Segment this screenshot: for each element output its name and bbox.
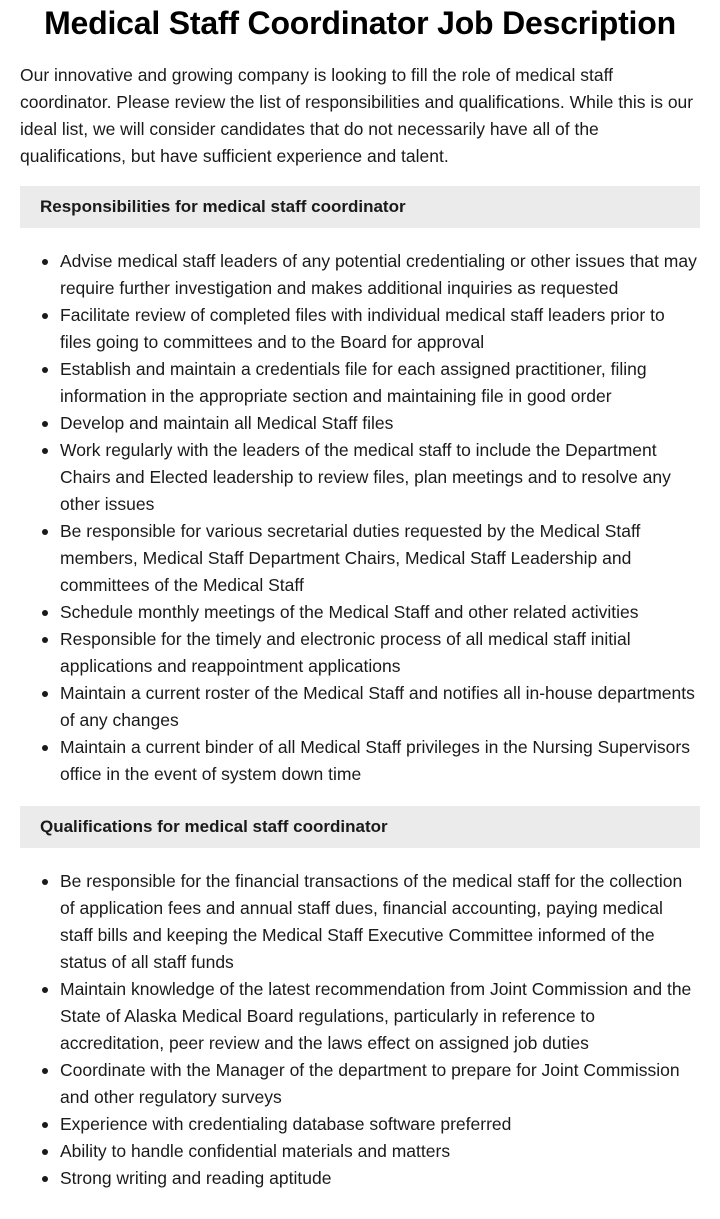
bullet-icon <box>42 987 48 993</box>
bullet-icon <box>42 879 48 885</box>
bullet-icon <box>42 1149 48 1155</box>
bullet-icon <box>42 259 48 265</box>
list-item <box>60 976 700 1057</box>
qualifications-header-text: Qualifications for medical staff coordinator <box>40 817 388 836</box>
list-item-text: Coordinate with the Manager of the department to prepare for Joint Commission and other regulatory surveys <box>60 1060 680 1107</box>
bullet-icon <box>42 610 48 616</box>
list-item <box>60 1138 700 1165</box>
list-item-text: Facilitate review of completed files with individual medical staff leaders prior to files going to committees and to the Board for approval <box>60 305 665 352</box>
intro-paragraph: Our innovative and growing company is looking to fill the role of medical staff coordinator. Please review the list of responsibilities and qualifications. While this is our ideal list, we will consider candidates that do not necessarily have all of the qualifications, but have sufficient experience and talent. <box>20 65 694 166</box>
list-item-text: Ability to handle confidential materials and matters <box>60 1141 451 1161</box>
list-item <box>60 410 700 437</box>
list-item <box>60 680 700 734</box>
list-item-text: Maintain knowledge of the latest recommendation from Joint Commission and the State of Alaska Medical Board regulations, particularly in reference to accreditation, peer review and the laws effect on assigned job duties <box>60 979 692 1053</box>
list-item <box>60 302 700 356</box>
bullet-icon <box>42 367 48 373</box>
list-item <box>60 1111 700 1138</box>
list-item <box>60 356 700 410</box>
list-item <box>60 437 700 518</box>
list-item-text: Develop and maintain all Medical Staff files <box>60 413 394 433</box>
list-item <box>60 518 700 599</box>
bullet-icon <box>42 745 48 751</box>
list-item-text: Maintain a current roster of the Medical Staff and notifies all in-house departments of any changes <box>60 683 695 730</box>
page-title: Medical Staff Coordinator Job Description <box>44 5 676 41</box>
responsibilities-header-text: Responsibilities for medical staff coordinator <box>40 197 406 216</box>
list-item-text: Experience with credentialing database software preferred <box>60 1114 512 1134</box>
list-item <box>60 1165 700 1192</box>
bullet-icon <box>42 1068 48 1074</box>
list-item-text: Strong writing and reading aptitude <box>60 1168 332 1188</box>
qualifications-list <box>20 868 700 1192</box>
bullet-icon <box>42 421 48 427</box>
list-item <box>60 868 700 976</box>
bullet-icon <box>42 448 48 454</box>
bullet-icon <box>42 1122 48 1128</box>
responsibilities-section-header <box>20 186 700 228</box>
responsibilities-list <box>20 248 700 788</box>
list-item-text: Advise medical staff leaders of any potential credentialing or other issues that may require further investigation and makes additional inquiries as requested <box>60 251 697 298</box>
list-item-text: Maintain a current binder of all Medical Staff privileges in the Nursing Supervisors office in the event of system down time <box>60 737 690 784</box>
list-item-text: Work regularly with the leaders of the medical staff to include the Department Chairs and Elected leadership to review files, plan meetings and to resolve any other issues <box>60 440 671 514</box>
list-item <box>60 599 700 626</box>
list-item-text: Be responsible for the financial transactions of the medical staff for the collection of application fees and annual staff dues, financial accounting, paying medical staff bills and keeping the Medical Staff Executive Committee informed of the status of all staff funds <box>60 871 683 972</box>
list-item-text: Schedule monthly meetings of the Medical Staff and other related activities <box>60 602 639 622</box>
qualifications-section-header <box>20 806 700 848</box>
bullet-icon <box>42 691 48 697</box>
bullet-icon <box>42 637 48 643</box>
list-item <box>60 248 700 302</box>
bullet-icon <box>42 529 48 535</box>
list-item-text: Responsible for the timely and electronic process of all medical staff initial applications and reappointment applications <box>60 629 631 676</box>
bullet-icon <box>42 313 48 319</box>
list-item-text: Establish and maintain a credentials file for each assigned practitioner, filing information in the appropriate section and maintaining file in good order <box>60 359 647 406</box>
list-item-text: Be responsible for various secretarial duties requested by the Medical Staff members, Medical Staff Department Chairs, Medical Staff Leadership and committees of the Medical Staff <box>60 521 641 595</box>
list-item <box>60 1057 700 1111</box>
list-item <box>60 626 700 680</box>
bullet-icon <box>42 1176 48 1182</box>
list-item <box>60 734 700 788</box>
